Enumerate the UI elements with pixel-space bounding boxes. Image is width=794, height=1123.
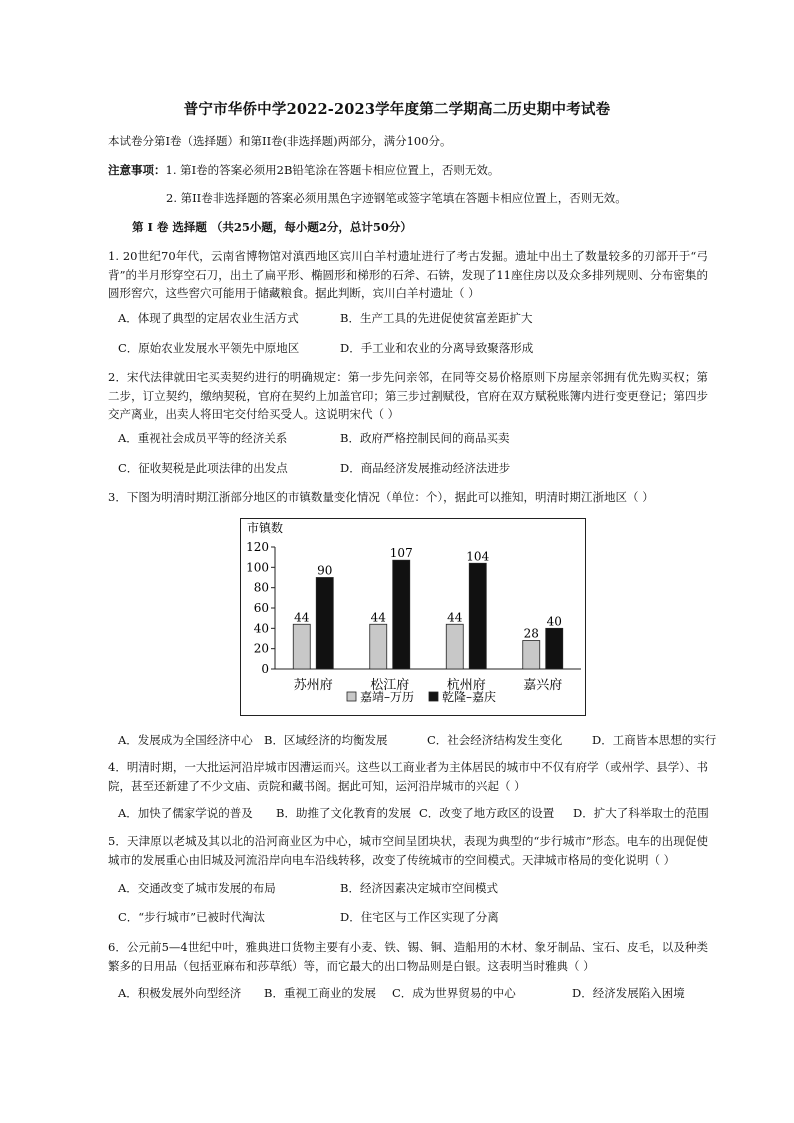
legend-swatch xyxy=(429,692,438,701)
bar-value-label: 90 xyxy=(317,563,333,578)
legend-swatch xyxy=(347,692,356,701)
q2-option-d[interactable]: D．商品经济发展推动经济法进步 xyxy=(340,461,511,475)
notice-item-2: 2. 第II卷非选择题的答案必须用黑色字迹钢笔或签字笔填在答题卡相应位置上，否则无效。 xyxy=(166,191,627,205)
q6-option-c[interactable]: C．成为世界贸易的中心 xyxy=(392,986,516,1000)
question-2-options-row-1 xyxy=(118,430,509,446)
bar-value-label: 44 xyxy=(447,610,463,625)
question-4-options xyxy=(118,805,709,821)
q4-option-b[interactable]: B．助推了文化教育的发展 xyxy=(276,806,411,820)
y-tick-label: 20 xyxy=(253,641,269,656)
chart-bars xyxy=(293,546,563,669)
y-tick-label: 120 xyxy=(246,540,269,554)
bar-value-label: 104 xyxy=(466,549,490,564)
q4-option-d[interactable]: D．扩大了科举取士的范围 xyxy=(573,806,709,820)
bar-jiajing-wanli xyxy=(446,624,463,669)
bar-qianlong-jiaqing xyxy=(469,563,486,669)
bar-value-label: 28 xyxy=(523,626,539,641)
category-label: 嘉兴府 xyxy=(523,678,563,693)
q6-option-b[interactable]: B．重视工商业的发展 xyxy=(264,986,376,1000)
q2-option-b[interactable]: B．政府严格控制民间的商品买卖 xyxy=(340,431,510,445)
question-3-options xyxy=(118,732,716,748)
section-heading: 第 I 卷 选择题 （共25小题，每小题2分，总计50分） xyxy=(132,220,412,234)
q3-option-b[interactable]: B．区域经济的均衡发展 xyxy=(264,733,388,747)
notice-line-1 xyxy=(108,162,499,178)
question-5-options-row-1 xyxy=(118,880,498,896)
q5-option-d[interactable]: D．住宅区与工作区实现了分离 xyxy=(340,910,499,924)
q6-option-a[interactable]: A．积极发展外向型经济 xyxy=(118,986,242,1000)
question-6-stem: 6．公元前5—4世纪中叶，雅典进口货物主要有小麦、铁、锡、铜、造船用的木材、象牙制品、宝石、皮毛，以及种类繁多的日用品（包括亚麻布和莎草纸）等，而它最大的出口物品则是白银。这表明当时雅典（ ） xyxy=(108,940,708,973)
chart-legend xyxy=(347,689,496,704)
q1-option-b[interactable]: B．生产工具的先进促使贫富差距扩大 xyxy=(340,311,533,325)
bar-qianlong-jiaqing xyxy=(393,560,410,669)
town-count-chart xyxy=(240,518,586,716)
y-tick-label: 40 xyxy=(253,621,269,636)
q4-option-a[interactable]: A．加快了儒家学说的普及 xyxy=(118,806,253,820)
question-1-options-row-2 xyxy=(118,340,533,356)
bar-chart-svg xyxy=(241,519,585,715)
notice-item-1: 1. 第I卷的答案必须用2B铅笔涂在答题卡相应位置上，否则无效。 xyxy=(165,163,500,177)
bar-jiajing-wanli xyxy=(370,624,387,669)
bar-value-label: 40 xyxy=(546,614,562,629)
q5-option-c[interactable]: C．“步行城市”已被时代淘汰 xyxy=(118,910,266,924)
y-axis-label: 市镇数 xyxy=(247,521,284,535)
question-2-stem: 2．宋代法律就田宅买卖契约进行的明确规定：第一步先问亲邻，在同等交易价格原则下房屋亲邻拥有优先购买权；第二步，订立契约，缴纳契税，官府在契约上加盖官印；第三步过割赋役，官府在双方赋税账簿内进行变更登记；第四步交产离业，出卖人将田宅交付给买受人。这说明宋代（ ） xyxy=(108,370,708,421)
question-5-stem: 5．天津原以老城及其以北的沿河商业区为中心，城市空间呈团块状，表现为典型的“步行城市”形态。电车的出现促使城市的发展重心由旧城及河流沿岸向电车沿线转移，改变了传统城市的空间模式。天津城市格局的变化说明（ ） xyxy=(108,834,708,867)
question-3-stem: 3．下图为明清时期江浙部分地区的市镇数量变化情况（单位：个），据此可以推知，明清时期江浙地区（ ） xyxy=(108,490,654,504)
question-5-options-row-2 xyxy=(118,909,499,925)
q6-option-d[interactable]: D．经济发展陷入困境 xyxy=(572,986,685,1000)
q5-option-a[interactable]: A．交通改变了城市发展的布局 xyxy=(118,881,276,895)
bar-jiajing-wanli xyxy=(293,624,310,669)
legend-label: 乾隆–嘉庆 xyxy=(442,690,497,704)
q1-option-c[interactable]: C．原始农业发展水平领先中原地区 xyxy=(118,341,300,355)
q2-option-a[interactable]: A．重视社会成员平等的经济关系 xyxy=(118,431,288,445)
q3-option-c[interactable]: C．社会经济结构发生变化 xyxy=(427,733,563,747)
bar-value-label: 44 xyxy=(370,610,386,625)
question-4-stem: 4．明清时期，一大批运河沿岸城市因漕运而兴。这些以工商业者为主体居民的城市中不仅有府学（或州学、县学）、书院，甚至还新建了不少文庙、贡院和藏书阁。据此可知，运河沿岸城市的兴起（ ） xyxy=(108,760,708,793)
bar-value-label: 107 xyxy=(389,546,413,561)
question-2-options-row-2 xyxy=(118,460,510,476)
q2-option-c[interactable]: C．征收契税是此项法律的出发点 xyxy=(118,461,288,475)
q1-option-a[interactable]: A．体现了典型的定居农业生活方式 xyxy=(118,311,299,325)
y-tick-label: 100 xyxy=(246,560,269,575)
category-label: 杭州府 xyxy=(446,678,486,693)
category-label: 苏州府 xyxy=(293,678,333,693)
notice-label: 注意事项： xyxy=(108,163,166,177)
bar-qianlong-jiaqing xyxy=(546,628,563,669)
category-label: 松江府 xyxy=(370,678,410,693)
q3-option-a[interactable]: A．发展成为全国经济中心 xyxy=(118,733,253,747)
question-1-options-row-1 xyxy=(118,310,532,326)
y-tick-label: 0 xyxy=(261,662,269,676)
bar-value-label: 44 xyxy=(294,610,310,625)
y-tick-label: 80 xyxy=(253,580,269,595)
q4-option-c[interactable]: C．改变了地方政区的设置 xyxy=(419,806,555,820)
question-1-stem: 1. 20世纪70年代，云南省博物馆对滇西地区宾川白羊村遗址进行了考古发掘。遗址中出土了数量较多的刃部开于“弓背”的半月形穿空石刀，出土了扁平形、椭圆形和梯形的石斧、石锛，发现了11座住房以及众多排列规则、分布密集的圆形窖穴，这些窖穴可能用于储藏粮食。据此判断，宾川白羊村遗址（ ） xyxy=(108,249,708,300)
bar-qianlong-jiaqing xyxy=(316,578,333,670)
legend-label: 嘉靖–万历 xyxy=(360,690,415,704)
exam-intro: 本试卷分第I卷（选择题）和第II卷(非选择题)两部分，满分100分。 xyxy=(108,134,452,148)
bar-jiajing-wanli xyxy=(523,641,540,669)
q3-option-d[interactable]: D．工商皆本思想的实行 xyxy=(592,733,717,747)
page-title: 普宁市华侨中学2022-2023学年度第二学期高二历史期中考试卷 xyxy=(183,101,611,118)
q5-option-b[interactable]: B．经济因素决定城市空间模式 xyxy=(340,881,498,895)
question-6-options xyxy=(118,985,685,1001)
y-tick-label: 60 xyxy=(253,601,269,615)
q1-option-d[interactable]: D．手工业和农业的分离导致聚落形成 xyxy=(340,341,534,355)
